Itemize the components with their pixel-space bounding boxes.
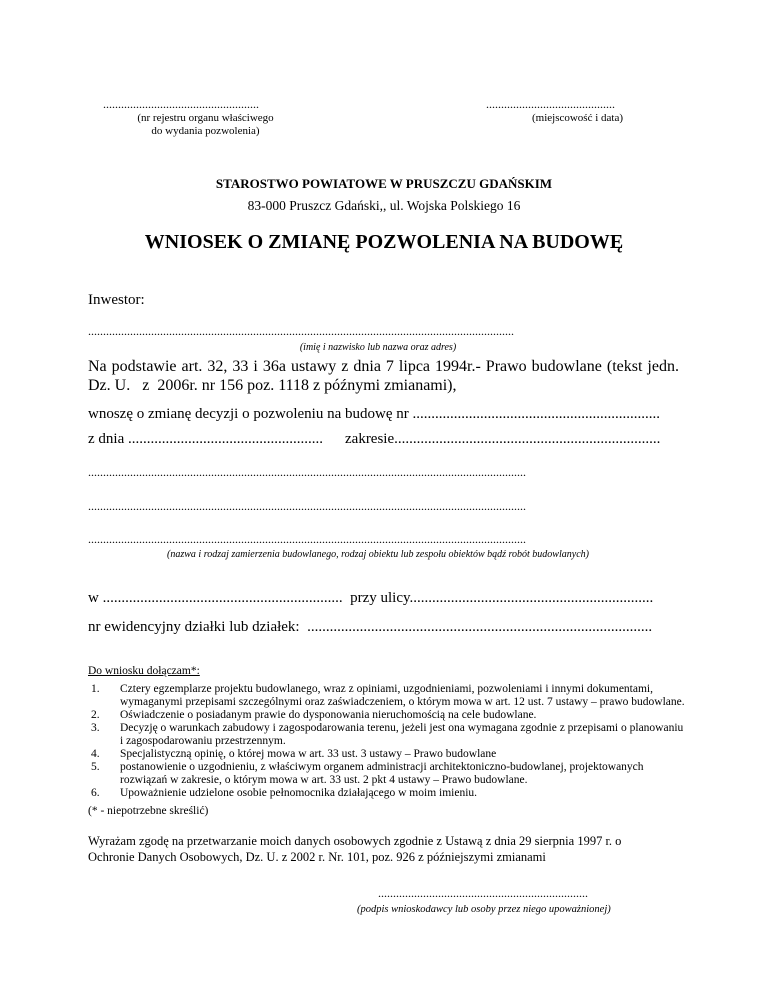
registry-number-field: .................................................... xyxy=(103,97,259,111)
project-line-1: .................................................................................................................................................. xyxy=(88,465,526,479)
list-item-text: postanowienie o uzgodnieniu, z właściwym organem administracji architektoniczno-budowlanej, projektowanych rozwiązań w zakresie, o którym mowa w art. 33 ust. 2 pkt 4 ustawy – Prawo budowlane. xyxy=(120,761,644,786)
list-item-text: Decyzję o warunkach zabudowy i zagospodarowania terenu, jeżeli jest ona wymagana zgodnie z przepisami o planowaniu i zagospodarowaniu przestrzennym. xyxy=(120,722,684,747)
list-item-text: Oświadczenie o posiadanym prawie do dysponowania nieruchomością na cele budowlane. xyxy=(120,709,537,721)
attachments-footnote: (* - niepotrzebne skreślić) xyxy=(88,805,209,817)
place-date-field: ........................................... xyxy=(486,97,615,111)
place-date-caption: (miejscowość i data) xyxy=(531,112,624,124)
investor-caption: (imię i nazwisko lub nazwa oraz adres) xyxy=(299,342,457,353)
office-address: 83-000 Pruszcz Gdański,, ul. Wojska Polskiego 16 xyxy=(247,198,521,213)
page-title: WNIOSEK O ZMIANĘ POZWOLENIA NA BUDOWĘ xyxy=(144,231,624,253)
permit-date-field: z dnia .................................................... xyxy=(88,431,323,447)
office-name: STAROSTWO POWIATOWE W PRUSZCZU GDAŃSKIM xyxy=(215,176,553,191)
parcel-number-line: nr ewidencyjny działki lub działek: ............................................................................................ xyxy=(88,619,653,635)
legal-basis-line2: Dz. U. z 2006r. nr 156 poz. 1118 z późnymi zmianami), xyxy=(88,377,457,394)
list-item-text: Upoważnienie udzielone osobie pełnomocnika działającego w moim imieniu. xyxy=(120,787,478,799)
list-item xyxy=(88,709,688,722)
consent-line2: Ochronie Danych Osobowych, Dz. U. z 2002 r. Nr. 101, poz. 926 z późniejszymi zmianami xyxy=(88,850,546,864)
list-item xyxy=(88,748,688,761)
registry-number-caption-line1: (nr rejestru organu właściwego xyxy=(137,112,274,124)
project-line-3: .................................................................................................................................................. xyxy=(88,532,526,546)
list-item xyxy=(88,787,688,800)
location-line: w ................................................................ przy ulicy................................................................. xyxy=(88,590,654,606)
list-item-number: 4. xyxy=(91,748,100,760)
list-item-text: Specjalistyczną opinię, o której mowa w art. 33 ust. 3 ustawy – Prawo budowlane xyxy=(120,748,497,760)
attachments-heading: Do wniosku dołączam*: xyxy=(88,665,200,677)
project-line-2: .................................................................................................................................................. xyxy=(88,499,526,513)
list-item-number: 3. xyxy=(91,722,100,734)
list-item-number: 1. xyxy=(91,683,100,695)
investor-field: .............................................................................................................................................. xyxy=(88,324,514,338)
project-caption: (nazwa i rodzaj zamierzenia budowlanego, rodzaj obiektu lub zespołu obiektów bądź robót budowlanych) xyxy=(167,549,589,560)
scope-field: zakresie....................................................................... xyxy=(345,431,661,447)
list-item-text: Cztery egzemplarze projektu budowlanego, wraz z opiniami, uzgodnieniami, pozwoleniami i innymi dokumentami, wymaganymi przepisami szczególnymi oraz zaświadczeniem, o którym mowa w art. 12 ust. 7 ustawy – prawo budowlane. xyxy=(120,683,685,708)
investor-label: Inwestor: xyxy=(88,292,145,308)
signature-field: ...................................................................... xyxy=(378,886,588,900)
legal-basis-line1: Na podstawie art. 32, 33 i 36a ustawy z dnia 7 lipca 1994r.- Prawo budowlane (tekst jedn. xyxy=(88,358,679,375)
list-item-number: 2. xyxy=(91,709,100,721)
list-item xyxy=(88,761,688,787)
list-item xyxy=(88,683,688,709)
attachments-list xyxy=(88,683,688,800)
consent-line1: Wyrażam zgodę na przetwarzanie moich danych osobowych zgodnie z Ustawą z dnia 29 sierpnia 1997 r. o xyxy=(88,834,622,848)
list-item xyxy=(88,722,688,748)
list-item-number: 6. xyxy=(91,787,100,799)
list-item-number: 5. xyxy=(91,761,100,773)
signature-caption: (podpis wnioskodawcy lub osoby przez niego upoważnionej) xyxy=(357,904,611,915)
registry-number-caption-line2: do wydania pozwolenia) xyxy=(151,125,260,137)
permit-number-line: wnoszę o zmianę decyzji o pozwoleniu na budowę nr .................................................................. xyxy=(88,406,660,422)
